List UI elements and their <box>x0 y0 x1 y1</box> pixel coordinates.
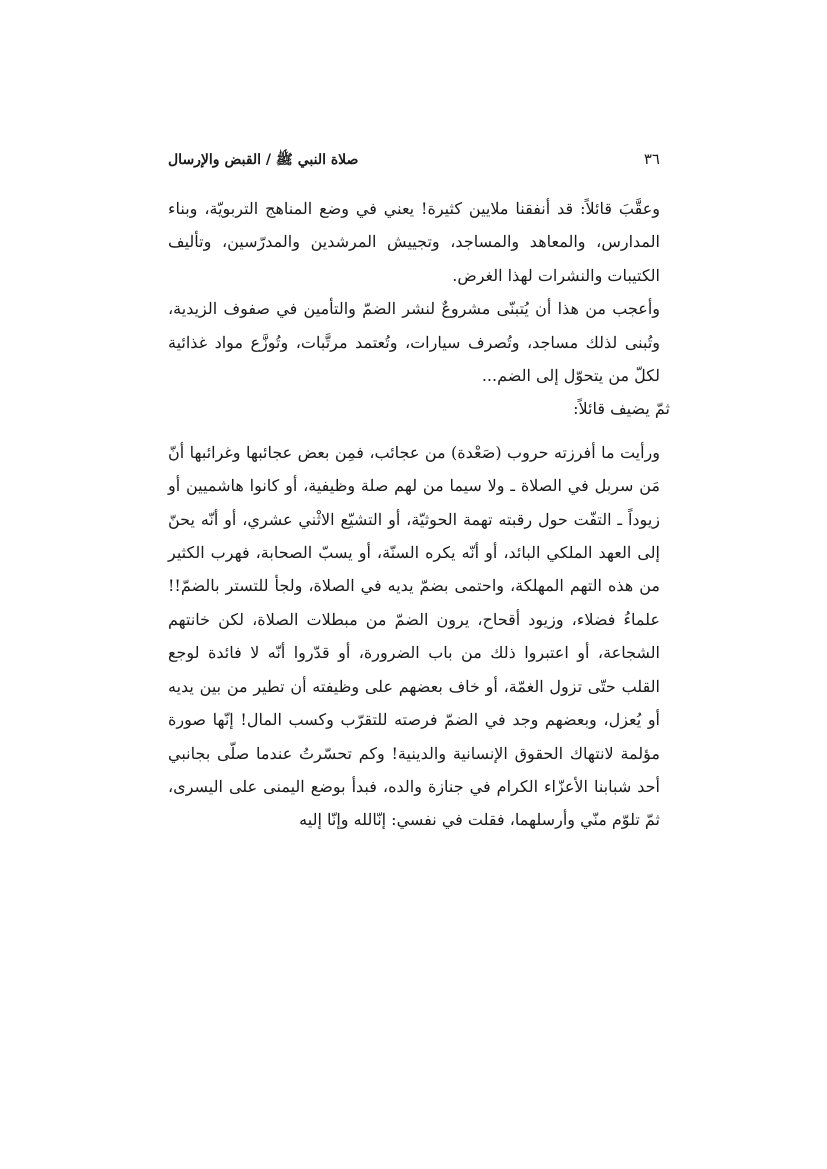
paragraph: وأعجب من هذا أن يُتبنّى مشروعٌ لنشر الضمّ والتأمين في صفوف الزيدية، وتُبنى لذلك مساجد، وتُصرف سيارات، وتُعتمد مرتَّبات، وتُوزَّع مواد غذائية لكلّ من يتحوّل إلى الضم... <box>168 299 660 386</box>
running-title: صلاة النبي ﷺ / القبض والإرسال <box>168 152 359 168</box>
running-header <box>168 150 660 180</box>
quoted-paragraph: ورأيت ما أفرزته حروب (صَعْدة) من عجائب، فمِن بعض عجائبها وغرائبها أنّ مَن سربل في الصلاة ـ ولا سيما من لهم صلة وظيفية، أو كانوا هاشميين أو زيوداً ـ التفّت حول رقبته تهمة الحوثيّة، أو التشيّع الاثْني عشري، أو أنّه يحنّ إلى العهد الملكي البائد، أو أنّه يكره السنّة، أو يسبّ الصحابة، فهرب الكثير من هذه التهم المهلكة، واحتمى بضمّ يديه في الصلاة، ولجأ للتستر بالضمّ!! علماءُ فضلاء، وزيود أقحاح، يرون الضمّ من مبطلات الصلاة، لكن خانتهم الشجاعة، أو اعتبروا ذلك من باب الضرورة، أو قدّروا أنّه لا فائدة لوجع القلب حتّى تزول الغمّة، أو خاف بعضهم على وظيفته أن تطير من بين يديه أو يُعزل، وبعضهم وجد في الضمّ فرصته للتقرّب وكسب المال! إنّها صورة مؤلمة لانتهاك الحقوق الإنسانية والدينية! وكم تحسّرتُ عندما صلّى بجانبي أحد شبابنا الأعزّاء الكرام في جنازة والده، فبدأ بوضع اليمنى على اليسرى، ثمّ تلوّم منّي وأرسلهما، فقلت في نفسي: إنّالله وإنّا إليه <box>168 442 661 830</box>
book-page <box>168 150 670 837</box>
page-number: ٣٦ <box>643 150 660 168</box>
paragraph: وعقَّبَ قائلاً: قد أنفقنا ملايين كثيرة! يعني في وضع المناهج التربويّة، وبناء المدارس، والمعاهد والمساجد، وتجييش المرشدين والمدرّسين، وتأليف الكتيبات والنشرات لهذا الغرض. <box>168 199 660 285</box>
quote-lead-in: ثمّ يضيف قائلاً: <box>573 399 670 419</box>
body-text <box>168 192 670 837</box>
